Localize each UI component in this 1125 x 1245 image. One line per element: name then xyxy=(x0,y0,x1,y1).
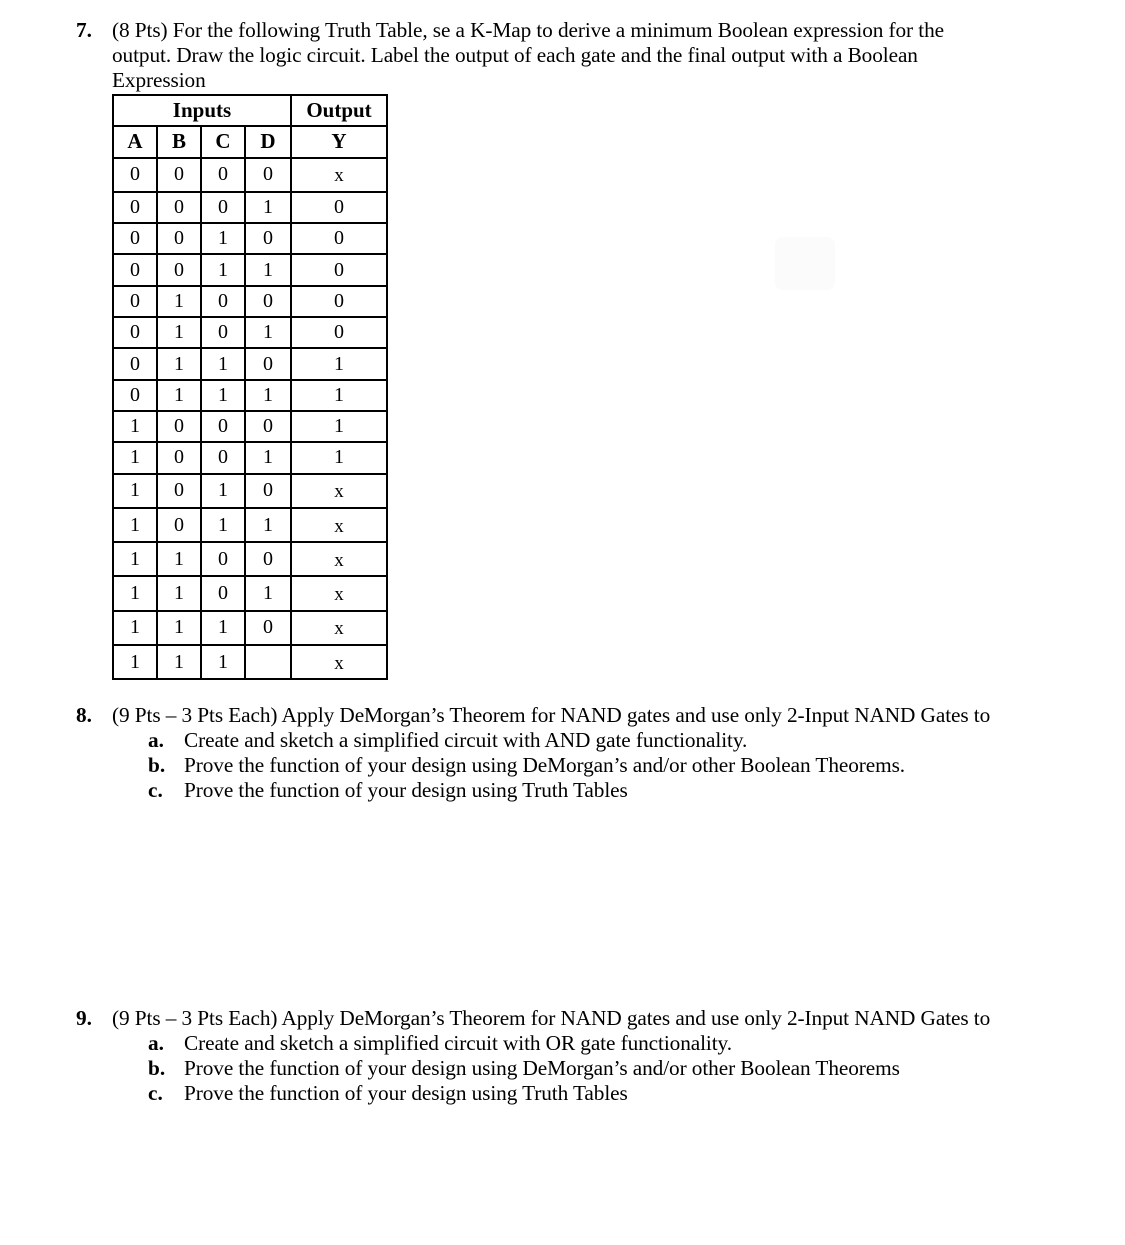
cell-d: 1 xyxy=(245,508,291,542)
cell-d: 1 xyxy=(245,380,291,411)
cell-y: 0 xyxy=(291,192,387,223)
table-row xyxy=(113,254,387,285)
cell-y: 1 xyxy=(291,348,387,379)
table-row xyxy=(113,442,387,473)
cell-a: 1 xyxy=(113,645,157,679)
cell-b: 1 xyxy=(157,576,201,610)
cell-b: 1 xyxy=(157,645,201,679)
part-letter: c. xyxy=(148,778,163,802)
cell-d: 0 xyxy=(245,411,291,442)
cell-y: x xyxy=(291,645,387,679)
cell-y: x xyxy=(291,158,387,192)
column-header-a: A xyxy=(113,126,157,157)
question-text-line: (8 Pts) For the following Truth Table, se a K-Map to derive a minimum Boolean expression for the xyxy=(112,18,944,42)
cell-c: 1 xyxy=(201,611,245,645)
cell-y: 1 xyxy=(291,411,387,442)
question-intro: (9 Pts – 3 Pts Each) Apply DeMorgan’s Theorem for NAND gates and use only 2-Input NAND Gates to xyxy=(112,1006,991,1030)
cell-b: 0 xyxy=(157,411,201,442)
part-letter: c. xyxy=(148,1081,163,1105)
cell-y: 0 xyxy=(291,254,387,285)
question-text-line: output. Draw the logic circuit. Label the output of each gate and the final output with a Boolean xyxy=(112,43,918,67)
table-row xyxy=(113,348,387,379)
cell-b: 0 xyxy=(157,223,201,254)
question-number: 7. xyxy=(76,18,92,42)
truth-table xyxy=(112,94,388,680)
cell-d: 0 xyxy=(245,348,291,379)
table-row xyxy=(113,380,387,411)
cell-c: 0 xyxy=(201,411,245,442)
cell-d: 0 xyxy=(245,611,291,645)
cell-c: 0 xyxy=(201,317,245,348)
inputs-group-header: Inputs xyxy=(113,95,291,126)
cell-a: 0 xyxy=(113,317,157,348)
part-letter: a. xyxy=(148,1031,164,1055)
cell-d: 1 xyxy=(245,254,291,285)
cell-b: 0 xyxy=(157,254,201,285)
cell-y: 0 xyxy=(291,317,387,348)
cell-a: 0 xyxy=(113,380,157,411)
column-header-d: D xyxy=(245,126,291,157)
cell-y: 1 xyxy=(291,380,387,411)
cell-b: 1 xyxy=(157,286,201,317)
cell-d: 0 xyxy=(245,286,291,317)
cell-y: 0 xyxy=(291,223,387,254)
table-row xyxy=(113,611,387,645)
cell-a: 0 xyxy=(113,286,157,317)
cell-a: 1 xyxy=(113,442,157,473)
cell-y: 1 xyxy=(291,442,387,473)
cell-c: 0 xyxy=(201,576,245,610)
cell-a: 0 xyxy=(113,158,157,192)
cell-d: 0 xyxy=(245,223,291,254)
cell-c: 0 xyxy=(201,542,245,576)
cell-y: x xyxy=(291,542,387,576)
cell-c: 1 xyxy=(201,508,245,542)
cell-b: 0 xyxy=(157,192,201,223)
table-row xyxy=(113,158,387,192)
table-row xyxy=(113,286,387,317)
cell-y: x xyxy=(291,474,387,508)
cell-b: 0 xyxy=(157,442,201,473)
table-row xyxy=(113,508,387,542)
cell-y: x xyxy=(291,508,387,542)
part-letter: b. xyxy=(148,753,166,777)
cell-b: 0 xyxy=(157,508,201,542)
question-number: 8. xyxy=(76,703,92,727)
cell-c: 0 xyxy=(201,442,245,473)
cell-a: 1 xyxy=(113,474,157,508)
cell-a: 1 xyxy=(113,411,157,442)
cell-c: 1 xyxy=(201,254,245,285)
table-row xyxy=(113,474,387,508)
part-text: Create and sketch a simplified circuit with AND gate functionality. xyxy=(184,728,748,752)
cell-d: 0 xyxy=(245,158,291,192)
cell-c: 0 xyxy=(201,158,245,192)
column-header-y: Y xyxy=(291,126,387,157)
cell-y: x xyxy=(291,611,387,645)
question-intro: (9 Pts – 3 Pts Each) Apply DeMorgan’s Theorem for NAND gates and use only 2-Input NAND Gates to xyxy=(112,703,991,727)
cell-a: 1 xyxy=(113,542,157,576)
part-text: Create and sketch a simplified circuit with OR gate functionality. xyxy=(184,1031,732,1055)
table-row xyxy=(113,542,387,576)
cell-b: 1 xyxy=(157,348,201,379)
cell-d: 1 xyxy=(245,442,291,473)
cell-d: 1 xyxy=(245,192,291,223)
table-row xyxy=(113,645,387,679)
cell-a: 0 xyxy=(113,223,157,254)
part-text: Prove the function of your design using Truth Tables xyxy=(184,1081,628,1105)
cell-c: 1 xyxy=(201,474,245,508)
column-header-b: B xyxy=(157,126,201,157)
table-row xyxy=(113,317,387,348)
table-row xyxy=(113,411,387,442)
cell-d xyxy=(245,645,291,679)
cell-b: 1 xyxy=(157,317,201,348)
cell-b: 1 xyxy=(157,380,201,411)
question-number: 9. xyxy=(76,1006,92,1030)
cell-b: 1 xyxy=(157,542,201,576)
cell-b: 0 xyxy=(157,474,201,508)
cell-b: 1 xyxy=(157,611,201,645)
cell-a: 1 xyxy=(113,611,157,645)
table-row xyxy=(113,223,387,254)
part-letter: a. xyxy=(148,728,164,752)
cell-c: 1 xyxy=(201,348,245,379)
cell-d: 1 xyxy=(245,576,291,610)
faint-overlay-artifact xyxy=(775,237,835,290)
cell-a: 0 xyxy=(113,348,157,379)
part-letter: b. xyxy=(148,1056,166,1080)
truth-table-body xyxy=(113,158,387,680)
cell-y: x xyxy=(291,576,387,610)
cell-d: 1 xyxy=(245,317,291,348)
cell-c: 0 xyxy=(201,192,245,223)
cell-c: 1 xyxy=(201,380,245,411)
output-group-header: Output xyxy=(291,95,387,126)
part-text: Prove the function of your design using DeMorgan’s and/or other Boolean Theorems xyxy=(184,1056,900,1080)
table-row xyxy=(113,192,387,223)
cell-c: 0 xyxy=(201,286,245,317)
part-text: Prove the function of your design using Truth Tables xyxy=(184,778,628,802)
cell-y: 0 xyxy=(291,286,387,317)
cell-d: 0 xyxy=(245,474,291,508)
cell-c: 1 xyxy=(201,223,245,254)
cell-a: 0 xyxy=(113,192,157,223)
cell-a: 0 xyxy=(113,254,157,285)
column-header-c: C xyxy=(201,126,245,157)
cell-c: 1 xyxy=(201,645,245,679)
cell-a: 1 xyxy=(113,508,157,542)
cell-a: 1 xyxy=(113,576,157,610)
part-text: Prove the function of your design using DeMorgan’s and/or other Boolean Theorems. xyxy=(184,753,905,777)
cell-b: 0 xyxy=(157,158,201,192)
table-row xyxy=(113,576,387,610)
question-text-line: Expression xyxy=(112,68,206,92)
cell-d: 0 xyxy=(245,542,291,576)
